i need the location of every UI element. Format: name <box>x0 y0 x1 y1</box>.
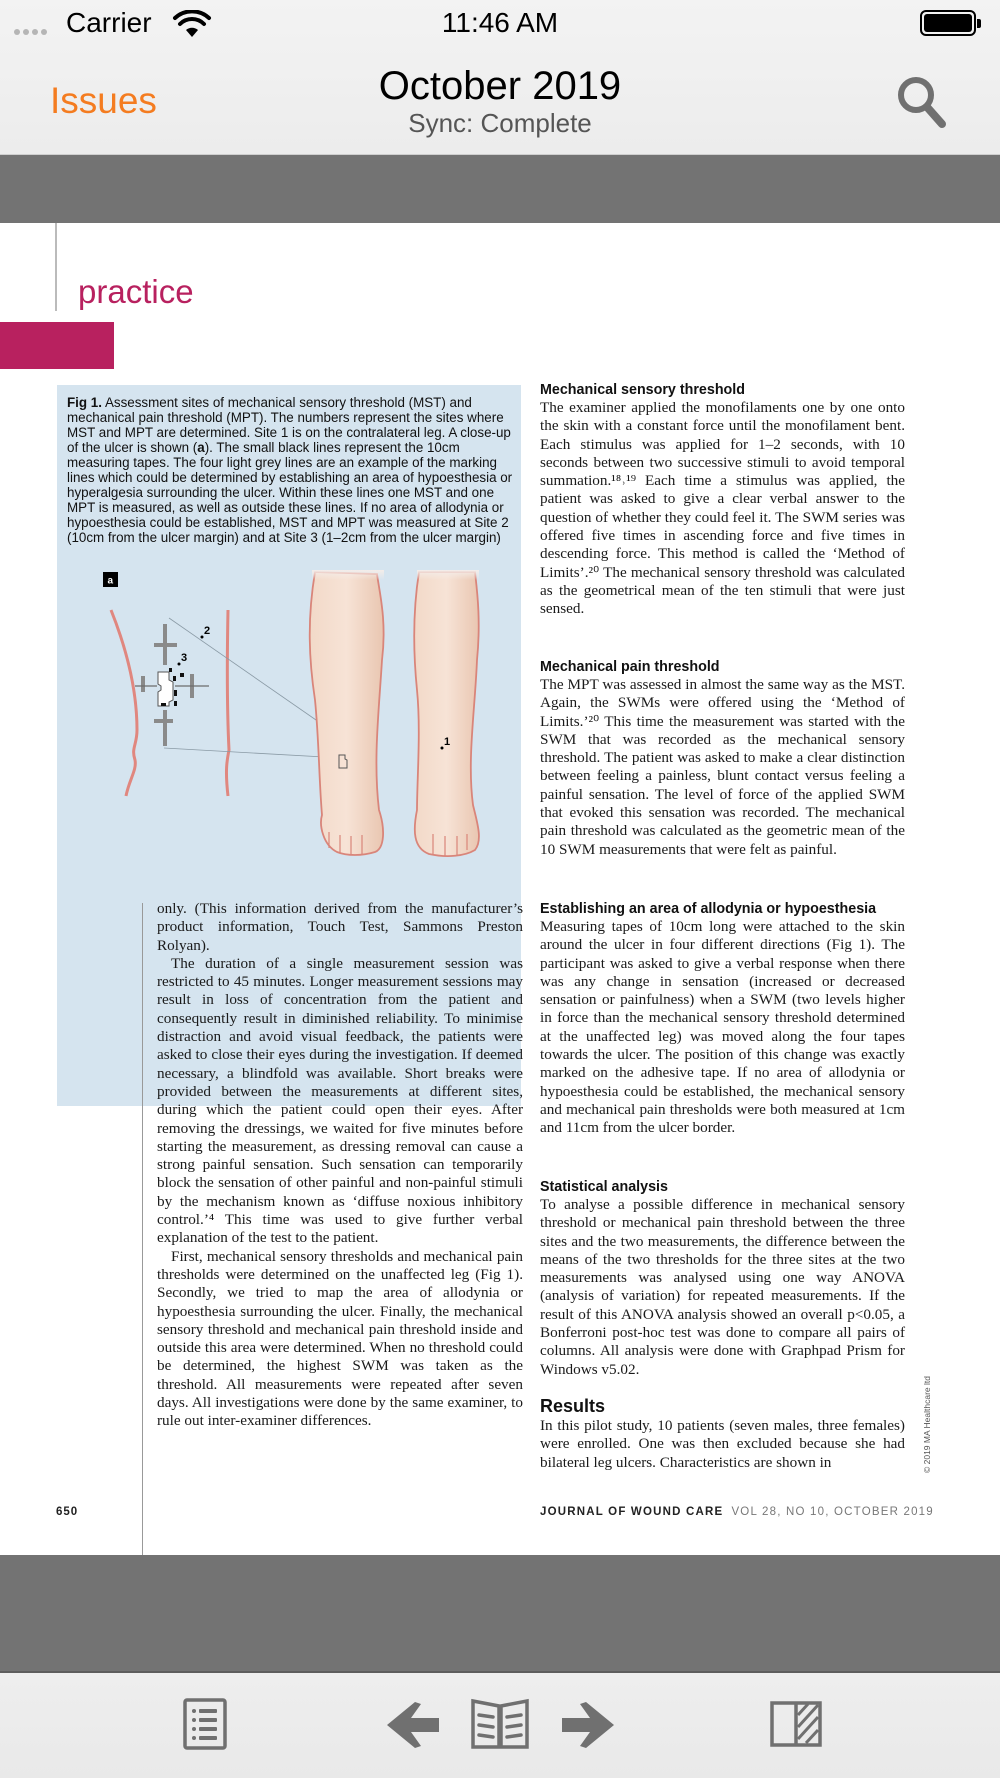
issues-back-button[interactable]: Issues <box>50 80 157 121</box>
open-book-icon <box>471 1697 529 1749</box>
section-label: practice <box>78 273 194 310</box>
top-bar <box>0 0 1000 155</box>
journal-volume: VOL 28, NO 10, OCTOBER 2019 <box>731 1506 934 1518</box>
heading-statistical-analysis: Statistical analysis <box>540 1179 668 1195</box>
issue-title: October 2019 <box>378 64 622 108</box>
heading-mechanical-sensory-threshold: Mechanical sensory threshold <box>540 382 745 398</box>
section-statistical-analysis <box>540 1178 905 1379</box>
previous-page-arrow-icon <box>385 1700 441 1750</box>
caption-text-continued: ). The small black lines represent the 10cm measuring tapes. The four light grey lines are an example of the marking lines which could be determined by establishing an area of hypoesthesia or hyperalgesia surrounding the ulcer. Within these lines one MST and one MPT is measured, as well as outside these lines. If no area of allodynia or hypoesthesia could be established, MST and MPT was measured at Site 2 (10cm from the ulcer margin) and at Site 3 (1–2cm from the ulcer margin) <box>67 440 513 545</box>
page-gutter-top <box>0 155 1000 223</box>
page-gutter-bottom <box>0 1555 1000 1673</box>
paragraph: In this pilot study, 10 patients (seven males, three females) were enrolled. One was then excluded because she had bilateral leg ulcers. Characteristics are shown in <box>540 1417 905 1471</box>
svg-text:2: 2 <box>204 625 211 637</box>
heading-results: Results <box>540 1396 606 1416</box>
figure-caption <box>67 395 517 545</box>
paragraph: The MPT was assessed in almost the same way as the MST. Again, the SWMs were offered using the ‘Method of Limits.’²⁰ This time the measurement was started with the SWM that was recorded as the mechanical sensory threshold. The patient was asked to make a clear distinction between feeling a painless, blunt contact versus feeling a painful sensation. The level of force of the applied SWM that evoked this sensation was recorded. The mechanical pain threshold was calculated as the geometric mean of the 10 SWM measurements that were felt as painful. <box>540 676 905 858</box>
split-view-icon <box>770 1701 822 1747</box>
section-mpt <box>540 658 905 859</box>
paragraph: To analyse a possible difference in mechanical sensory threshold or mechanical pain threshold between the three sites and the two measurements, the difference between the means of the two thresholds for the three sites at the two measurements was analysed using one way ANOVA (analysis of variation) for repeated measurements. If the result of this ANOVA analysis showed an overall p<0.05, a Bonferroni post-hoc test was done to compare all pairs of columns. All analysis were done with Graphpad Prism for Windows v5.02. <box>540 1196 905 1378</box>
paragraph: only. (This information derived from the manufacturer’s product information, Touch Test, Sammons Preston Rolyan). <box>157 900 523 954</box>
sync-status: Sync: Complete <box>408 108 592 138</box>
paragraph: The duration of a single measurement session was restricted to 45 minutes. Longer measurement sessions may result in loss of concentration from the patient and consequently result in diminished reliability. To minimise distraction and avoid visual feedback, the patients were asked to close their eyes during the investigation. If deemed necessary, a blindfold was available. Short breaks were provided between the measurements at different sites, during which the patient could open their eyes. After removing the dressings, we waited for five minutes before starting the measurement, as dressing removal can cause a strong painful sensation. Such sensation can temporarily block the sensation of other painful and non-painful stimuli by the mechanism known as ‘diffuse noxious inhibitory control.’⁴ This time was used to give further verbal explanation of the test to the patient. <box>157 954 523 1247</box>
battery-full-icon <box>920 10 976 36</box>
section-color-bar <box>0 322 114 369</box>
journal-footer <box>540 1506 934 1518</box>
clock: 11:46 AM <box>441 7 559 38</box>
svg-text:a: a <box>107 575 114 587</box>
page-view-button[interactable] <box>471 1697 529 1749</box>
magazine-page[interactable] <box>0 223 1000 1555</box>
figure-label: Fig 1. <box>67 395 102 410</box>
svg-text:3: 3 <box>181 652 188 664</box>
svg-text:1: 1 <box>444 736 451 748</box>
paragraph: The examiner applied the monofilaments one by one onto the skin with a constant force until the monofilament bent. Each stimulus was applied for 1–2 seconds, with 10 seconds between two successive stimuli to avoid temporal summation.¹⁸˒¹⁹ Each time a stimulus was applied, the patient was asked to give a clear verbal answer to the question of whether they could feel it. The SWM series was offered five times in ascending force and five times in descending force. This method is called the ‘Method of Limits’.²⁰ The mechanical sensory threshold was calculated as the geometrical mean of the ten stimuli that were just sensed. <box>540 399 905 618</box>
page-number: 650 <box>56 1506 79 1518</box>
heading-establishing-area: Establishing an area of allodynia or hypoesthesia <box>540 901 877 917</box>
search-button[interactable] <box>895 74 951 130</box>
table-of-contents-icon <box>183 1698 227 1750</box>
carrier-name: Carrier <box>66 7 152 38</box>
section-mst <box>540 381 905 619</box>
copyright-notice: © 2019 MA Healthcare ltd <box>922 1376 932 1473</box>
caption-panel-ref: a <box>197 440 205 455</box>
split-view-button[interactable] <box>770 1701 822 1747</box>
heading-mechanical-pain-threshold: Mechanical pain threshold <box>540 659 720 675</box>
paragraph: Measuring tapes of 10cm long were attached to the skin around the ulcer in four different directions (Fig 1). The participant was asked to give a verbal response when there was any change in sensation (increased or decreased sensation or painfulness) when a SWM (two levels higher in force than the mechanical sensory threshold determined at the unaffected leg) was moved along the four tapes towards the ulcer. The position of this change was exactly marked on the adhesive tape. If no area of allodynia or hypoesthesia could be established, the mechanical sensory and mechanical pain thresholds were both measured at 1cm and 11cm from the ulcer border. <box>540 918 905 1137</box>
left-column-text <box>157 900 523 1431</box>
table-of-contents-button[interactable] <box>183 1698 227 1750</box>
caption-text: Assessment sites of mechanical sensory threshold (MST) and mechanical pain threshold (MPT). The numbers represent the sites where MST and MPT are determined. Site 1 is on the contralateral leg. A close-up of the ulcer is shown ( <box>67 395 511 455</box>
section-results <box>540 1395 905 1472</box>
previous-page-button[interactable] <box>385 1700 441 1750</box>
next-page-button[interactable] <box>560 1700 616 1750</box>
paragraph: First, mechanical sensory thresholds and mechanical pain thresholds were determined on the unaffected leg (Fig 1). Secondly, we tried to map the area of allodynia or hypoesthesia surrounding the ulcer. Finally, the mechanical sensory threshold and mechanical pain threshold inside and outside this area were determined. When no threshold could be determined, the highest SWM was taken as the threshold. All measurements were repeated after seven days. All investigations were done by the same examiner, to rule out inter-examiner differences. <box>157 1247 523 1430</box>
leg-diagram-illustration <box>57 560 521 890</box>
journal-name: JOURNAL OF WOUND CARE <box>540 1506 724 1518</box>
status-bar <box>0 0 1000 46</box>
section-allodynia <box>540 900 905 1138</box>
bottom-toolbar <box>0 1673 1000 1778</box>
next-page-arrow-icon <box>560 1700 616 1750</box>
search-icon <box>895 74 951 130</box>
header-rule <box>55 223 57 311</box>
